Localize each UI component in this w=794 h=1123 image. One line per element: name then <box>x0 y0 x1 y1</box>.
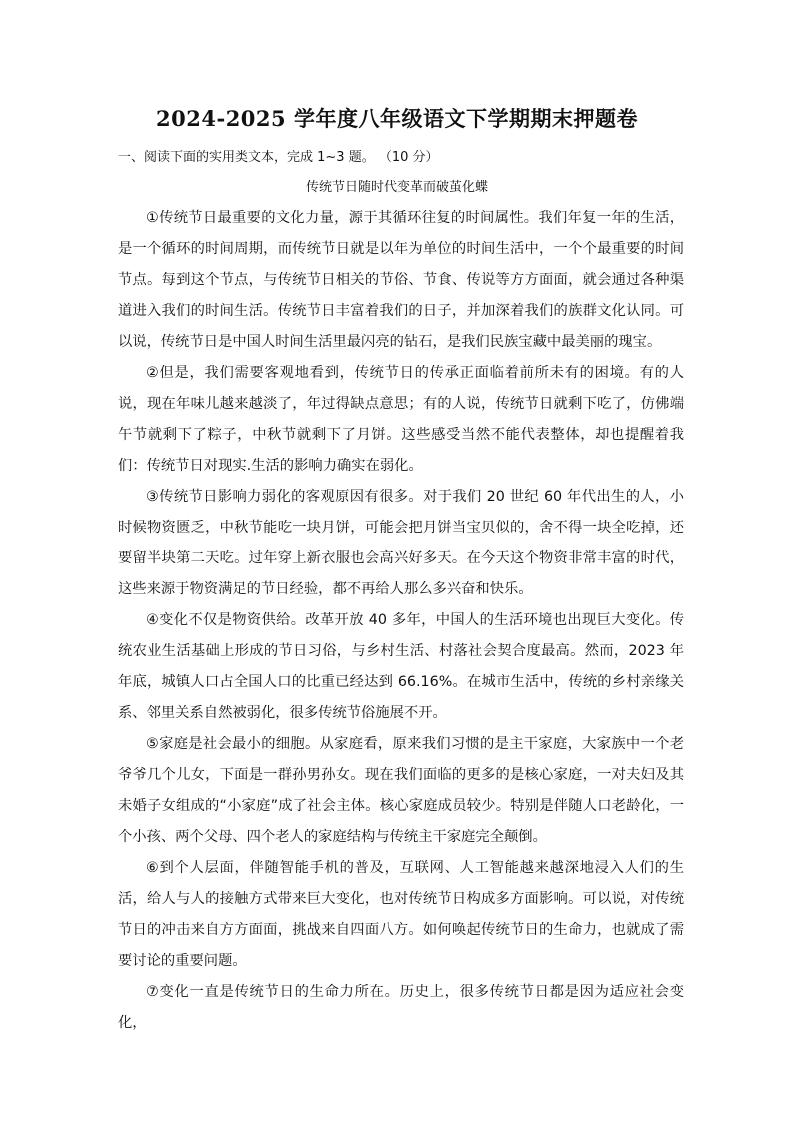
paragraph-5: ⑤家庭是社会最小的细胞。从家庭看，原来我们习惯的是主干家庭，大家族中一个老爷爷几个儿女，下面是一群孙男孙女。现在我们面临的更多的是核心家庭，一对夫妇及其未婚子女组成的“小家庭”成了社会主体。核心家庭成员较少。特别是伴随人口老龄化，一个小孩、两个父母、四个老人的家庭结构与传统主干家庭完全颠倒。 <box>118 736 684 846</box>
exam-title: 2024-2025 学年度八年级语文下学期期末押题卷 <box>156 106 638 131</box>
paragraph-4: ④变化不仅是物资供给。改革开放 40 多年，中国人的生活环境也出现巨大变化。传统农业生活基础上形成的节日习俗，与乡村生活、村落社会契合度最高。然而，2023 年年底，城镇人口占全国人口的比重已经达到 66.16%。在城市生活中，传统的乡村亲缘关系、邻里关系自然被弱化，很多传统节俗施展不开。 <box>118 612 684 722</box>
paragraph-2: ②但是，我们需要客观地看到，传统节日的传承正面临着前所未有的困境。有的人说，现在年味儿越来越淡了，年过得缺点意思；有的人说，传统节日就剩下吃了，仿佛端午节就剩下了粽子，中秋节就剩下了月饼。这些感受当然不能代表整体，却也提醒着我们：传统节日对现实.生活的影响力确实在弱化。 <box>118 364 684 474</box>
question-instruction: 一、阅读下面的实用类文本，完成 1~3 题。 （10 分） <box>118 150 439 165</box>
article-body <box>118 203 684 1039</box>
paragraph-6: ⑥到个人层面，伴随智能手机的普及，互联网、人工智能越来越深地浸入人们的生活，给人与人的接触方式带来巨大变化，也对传统节日构成多方面影响。可以说，对传统节日的冲击来自方方面面，挑战来自四面八方。如何唤起传统节日的生命力，也就成了需要讨论的重要问题。 <box>118 860 684 969</box>
article-title: 传统节日随时代变革而破茧化蝶 <box>305 180 488 195</box>
paragraph-3: ③传统节日影响力弱化的客观原因有很多。对于我们 20 世纪 60 年代出生的人，小时候物资匮乏，中秋节能吃一块月饼，可能会把月饼当宝贝似的，舍不得一块全吃掉，还要留半块第二天吃。过年穿上新衣服也会高兴好多天。在今天这个物资非常丰富的时代，这些来源于物资满足的节日经验，都不再给人那么多兴奋和快乐。 <box>118 488 684 598</box>
paragraph-7: ⑦变化一直是传统节日的生命力所在。历史上，很多传统节日都是因为适应社会变化， <box>118 983 684 1031</box>
paragraph-1: ①传统节日最重要的文化力量，源于其循环往复的时间属性。我们年复一年的生活，是一个循环的时间周期，而传统节日就是以年为单位的时间生活中，一个个最重要的时间节点。每到这个节点，与传统节日相关的节俗、节食、传说等方方面面，就会通过各种渠道进入我们的时间生活。传统节日丰富着我们的日子，并加深着我们的族群文化认同。可以说，传统节日是中国人时间生活里最闪亮的钻石，是我们民族宝藏中最美丽的瑰宝。 <box>118 210 684 350</box>
